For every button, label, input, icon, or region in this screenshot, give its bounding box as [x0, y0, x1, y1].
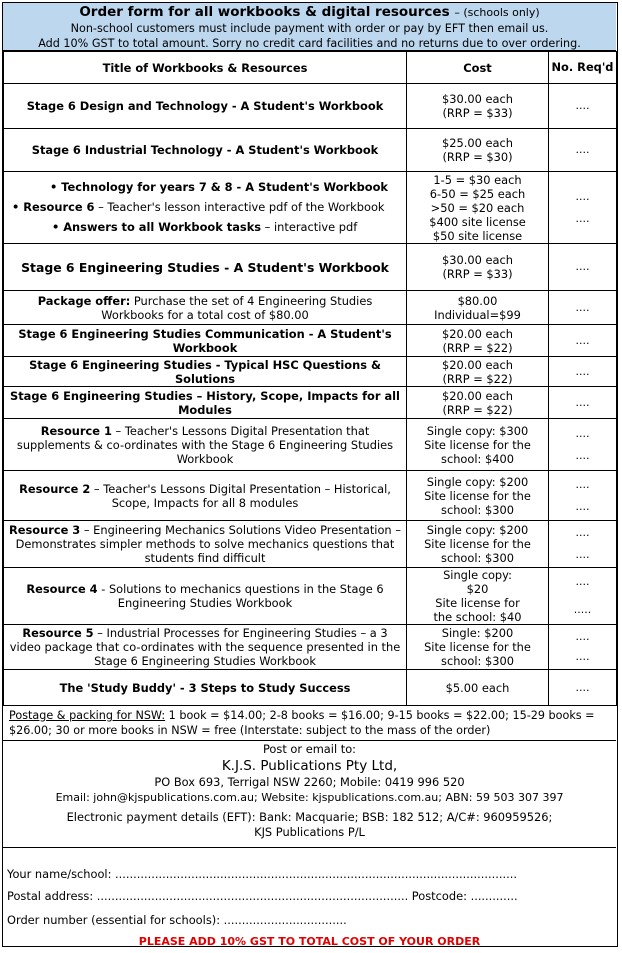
form-header	[3, 3, 616, 51]
table-header-row	[4, 52, 617, 84]
table-row	[4, 419, 617, 471]
item-cost: (RRP = $22)	[442, 340, 513, 355]
item-cost: school: $300	[441, 502, 514, 517]
item-title: Stage 6 Industrial Technology - A Student's Workbook	[4, 129, 407, 172]
table-row	[4, 670, 617, 706]
item-title: Resource 4	[26, 582, 98, 596]
item-title: Resource 2	[19, 481, 91, 496]
item-description: – Teacher's Lessons Digital Presentation – Historical, Scope, Impacts for all 8 modules	[90, 481, 391, 510]
item-description: – Industrial Processes for Engineering Studies – a 3 video package that co-ordinates with the sequence presented in the Stage 6 Engineering Studies Workbook	[9, 626, 401, 668]
item-cost: 6-50 = $25 each	[429, 186, 526, 201]
item-cost: 1-5 = $30 each	[433, 172, 522, 187]
table-row	[4, 129, 617, 172]
quantity-field[interactable]: ....	[575, 499, 590, 513]
payment-notice: Non-school customers must include payment with order or pay by EFT then email us.	[70, 22, 549, 35]
contact-info	[3, 742, 616, 848]
item-description: – Teacher's Lessons Digital Presentation that supplements & co-ordinates with the Stage 6 Engineering Studies Workbook	[16, 423, 394, 466]
table-row	[4, 471, 617, 521]
quantity-field[interactable]: ....	[549, 291, 617, 325]
item-cost: school: $300	[441, 654, 514, 668]
item-cost: school: $300	[441, 551, 514, 565]
column-header-title: Title of Workbooks & Resources	[4, 52, 407, 84]
contact-intro: Post or email to:	[262, 742, 357, 756]
name-school-field[interactable]: Your name/school: ...............................................................................................................	[7, 867, 517, 881]
quantity-field[interactable]: ....	[575, 526, 590, 539]
quantity-field[interactable]: ....	[549, 84, 617, 129]
company-name: K.J.S. Publications Pty Ltd,	[221, 757, 398, 774]
item-cost: $400 site license	[429, 214, 526, 229]
quantity-field[interactable]: ....	[575, 211, 590, 225]
table-row	[4, 521, 617, 568]
form-title: Order form for all workbooks & digital resources	[79, 4, 450, 20]
quantity-field[interactable]: ....	[549, 357, 617, 387]
table-row	[4, 625, 617, 670]
postal-address: PO Box 693, Terrigal NSW 2260; Mobile: 0419 996 520	[154, 774, 465, 789]
item-description: Purchase the set of 4 Engineering Studies Workbooks for a total cost of $80.00	[101, 293, 373, 322]
item-title: Resource 1	[40, 423, 112, 438]
item-cost: Single: $200	[441, 626, 514, 640]
item-cost: Site license for	[435, 596, 520, 610]
item-title: Resource 5	[22, 626, 94, 640]
column-header-cost: Cost	[407, 52, 549, 84]
table-row	[4, 291, 617, 325]
item-cost: $30.00 each	[442, 253, 513, 267]
item-cost: (RRP = $33)	[442, 267, 513, 281]
item-cost: $25.00 each	[442, 136, 513, 150]
item-description: – interactive pdf	[261, 220, 358, 234]
table-row	[4, 172, 617, 244]
item-title: • Resource 6	[12, 200, 95, 214]
item-cost: $20	[466, 582, 489, 596]
item-description: - Solutions to mechanics questions in the Stage 6 Engineering Studies Workbook	[97, 582, 384, 610]
postage-label: Postage & packing for NSW:	[9, 709, 166, 722]
item-cost: >50 = $20 each	[430, 200, 525, 215]
table-row	[4, 568, 617, 625]
item-title: Stage 6 Engineering Studies Communication - A Student's Workbook	[4, 325, 407, 357]
item-title: • Answers to all Workbook tasks	[52, 220, 262, 234]
item-title: Stage 6 Design and Technology - A Student's Workbook	[4, 84, 407, 129]
quantity-field[interactable]: ....	[549, 325, 617, 357]
item-cost: $30.00 each	[442, 92, 513, 106]
quantity-field[interactable]: ....	[575, 630, 590, 643]
quantity-field[interactable]: ....	[575, 448, 590, 462]
quantity-field[interactable]: ....	[549, 387, 617, 419]
item-cost: (RRP = $22)	[442, 402, 513, 417]
item-cost: $5.00 each	[407, 670, 549, 706]
item-description: – Engineering Mechanics Solutions Video Presentation – Demonstrates simpler methods to solve mechanics questions that students find difficult	[15, 523, 401, 565]
gst-warning: PLEASE ADD 10% GST TO TOTAL COST OF YOUR ORDER	[138, 935, 481, 948]
column-header-req: No. Req'd	[549, 52, 617, 84]
item-cost: Site license for the	[424, 488, 531, 503]
item-title: Resource 3	[9, 523, 81, 537]
item-title: The 'Study Buddy' - 3 Steps to Study Success	[4, 670, 407, 706]
order-number-field[interactable]: Order number (essential for schools): ..................................	[7, 913, 347, 927]
customer-details	[3, 849, 616, 948]
quantity-field[interactable]: ....	[549, 244, 617, 291]
quantity-field[interactable]: .....	[573, 603, 592, 616]
item-cost: Individual=$99	[434, 307, 521, 322]
item-cost: Site license for the	[424, 640, 531, 654]
quantity-field[interactable]: ....	[549, 129, 617, 172]
postal-address-field[interactable]: Postal address: ...................................................................................... Postcode: .............	[7, 889, 518, 903]
table-row	[4, 357, 617, 387]
item-title: • Technology for years 7 & 8 - A Student's Workbook	[50, 180, 388, 194]
quantity-field[interactable]: ....	[575, 426, 590, 440]
item-cost: $20.00 each	[442, 326, 513, 341]
email-website: Email: john@kjspublications.com.au; Website: kjspublications.com.au; ABN: 59 503 307 397	[55, 791, 564, 804]
item-title: Stage 6 Engineering Studies - A Student's Workbook	[4, 244, 407, 291]
item-cost: $20.00 each	[442, 388, 513, 403]
item-cost: Site license for the	[424, 437, 531, 452]
table-row	[4, 325, 617, 357]
item-cost: (RRP = $22)	[442, 371, 513, 386]
gst-notice: Add 10% GST to total amount. Sorry no credit card facilities and no returns due to over ordering.	[38, 37, 581, 50]
item-cost: $80.00	[457, 293, 498, 308]
quantity-field[interactable]: ....	[575, 575, 590, 588]
table-row	[4, 84, 617, 129]
item-cost: $50 site license	[432, 228, 523, 243]
item-title: Stage 6 Engineering Studies – History, Scope, Impacts for all Modules	[4, 387, 407, 419]
postage-rates: 1 book = $14.00; 2-8 books = $16.00; 9-15 books = $22.00; 15-29 books = $26.00; 30 or more books in NSW = free (Interstate: subject to the mass of the order)	[9, 709, 595, 737]
form-title-note: – (schools only)	[454, 6, 540, 19]
item-cost: Site license for the	[424, 537, 531, 551]
item-description: – Teacher's lesson interactive pdf of the Workbook	[94, 200, 385, 214]
item-cost: school: $400	[441, 451, 514, 466]
table-row	[4, 387, 617, 419]
quantity-field[interactable]: ....	[575, 650, 590, 663]
quantity-field[interactable]: ....	[575, 477, 590, 491]
table-row	[4, 244, 617, 291]
item-title: Stage 6 Engineering Studies - Typical HSC Questions & Solutions	[4, 357, 407, 387]
item-cost: (RRP = $30)	[442, 150, 513, 164]
quantity-field[interactable]: ....	[575, 548, 590, 561]
postage-info	[3, 705, 616, 741]
item-cost: $20.00 each	[442, 357, 513, 372]
item-title: Package offer:	[37, 293, 131, 308]
account-name: KJS Publications P/L	[254, 825, 365, 839]
item-cost: Single copy: $200	[426, 523, 529, 537]
order-table	[3, 51, 617, 706]
order-form	[2, 2, 618, 947]
item-cost: the school: $40	[433, 610, 522, 624]
item-cost: Single copy: $200	[426, 474, 529, 489]
item-cost: (RRP = $33)	[442, 106, 513, 120]
quantity-field[interactable]: ....	[549, 670, 617, 706]
quantity-field[interactable]: ....	[575, 189, 590, 203]
item-cost: Single copy:	[443, 568, 512, 582]
item-cost: Single copy: $300	[426, 423, 529, 438]
eft-details: Electronic payment details (EFT): Bank: Macquarie; BSB: 182 512; A/C#: 960959526;	[66, 809, 553, 824]
